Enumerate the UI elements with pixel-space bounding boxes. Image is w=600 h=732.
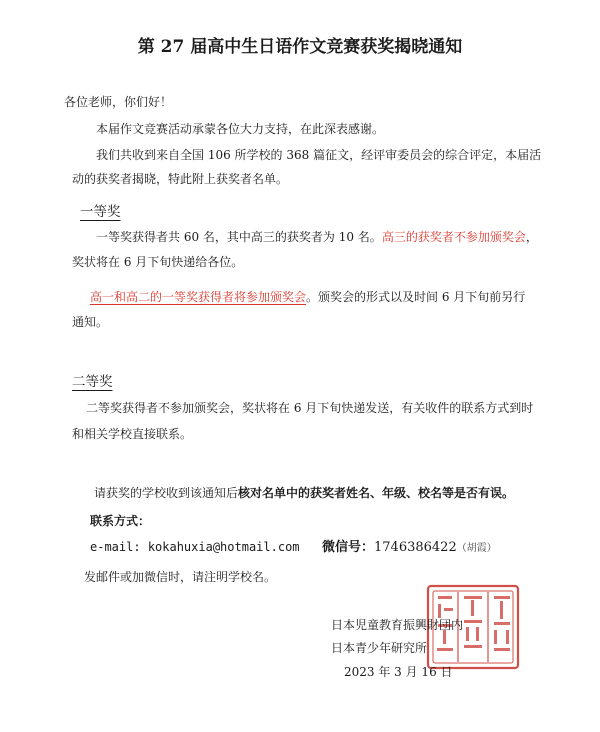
- signature-org1: 日本児童教育振興財団内: [331, 618, 464, 632]
- signature-org2: 日本青少年研究所: [331, 641, 428, 655]
- email-line: [90, 540, 300, 554]
- paragraph-summary-line2: 动的获奖者揭晓，特此附上获奖者名单。: [72, 172, 289, 186]
- paragraph-thanks: 本届作文竞赛活动承蒙各位大力支持，在此深表感谢。: [96, 122, 385, 136]
- first-prize-comma: ，: [525, 230, 538, 244]
- second-prize-line2: 和相关学校直接联系。: [72, 427, 193, 441]
- first-prize-heading: 一等奖: [80, 204, 121, 220]
- signature-date: 2023 年 3 月 16 日: [344, 665, 453, 679]
- verification-notice-plain: 请获奖的学校收到该通知后: [94, 486, 239, 500]
- first-prize-line2: 奖状将在 6 月下旬快递给各位。: [72, 255, 244, 269]
- second-prize-heading: 二等奖: [72, 374, 113, 390]
- paragraph-summary-line1: 我们共收到来自全国 106 所学校的 368 篇征文，经评审委员会的综合评定，本届活: [96, 148, 542, 162]
- first-prize-ceremony-note: 高一和高二的一等奖获得者将参加颁奖会: [90, 290, 307, 304]
- contact-label: 联系方式：: [90, 514, 151, 528]
- first-prize-senior-note: 高三的获奖者不参加颁奖会: [381, 230, 526, 244]
- wechat-contact-name: （胡霞）: [456, 543, 497, 554]
- first-prize-ceremony-details: 。颁奖会的形式以及时间 6 月下旬前另行: [306, 290, 526, 304]
- first-prize-line3: [90, 288, 525, 306]
- first-prize-line1: [96, 228, 538, 246]
- first-prize-count-text: 一等奖获得者共 60 名，其中高三的获奖者为 10 名。: [96, 230, 382, 244]
- email-address[interactable]: kokahuxia@hotmail.com: [147, 540, 300, 554]
- greeting: 各位老师，你们好！: [64, 95, 173, 109]
- wechat-line: [322, 539, 497, 558]
- email-label: e-mail:: [90, 540, 141, 554]
- first-prize-line4: 通知。: [72, 315, 109, 329]
- page-title: 第 27 届高中生日语作文竞赛获奖揭晓通知: [137, 37, 463, 57]
- wechat-id[interactable]: 1746386422: [374, 540, 457, 555]
- contact-note: 发邮件或加微信时，请注明学校名。: [84, 570, 277, 584]
- wechat-label: 微信号：: [322, 540, 375, 555]
- verification-notice: [94, 484, 514, 502]
- verification-notice-bold: 核对名单中的获奖者姓名、年级、校名等是否有误。: [238, 486, 515, 500]
- second-prize-line1: 二等奖获得者不参加颁奖会，奖状将在 6 月下旬快递发送，有关收件的联系方式到时: [86, 401, 534, 415]
